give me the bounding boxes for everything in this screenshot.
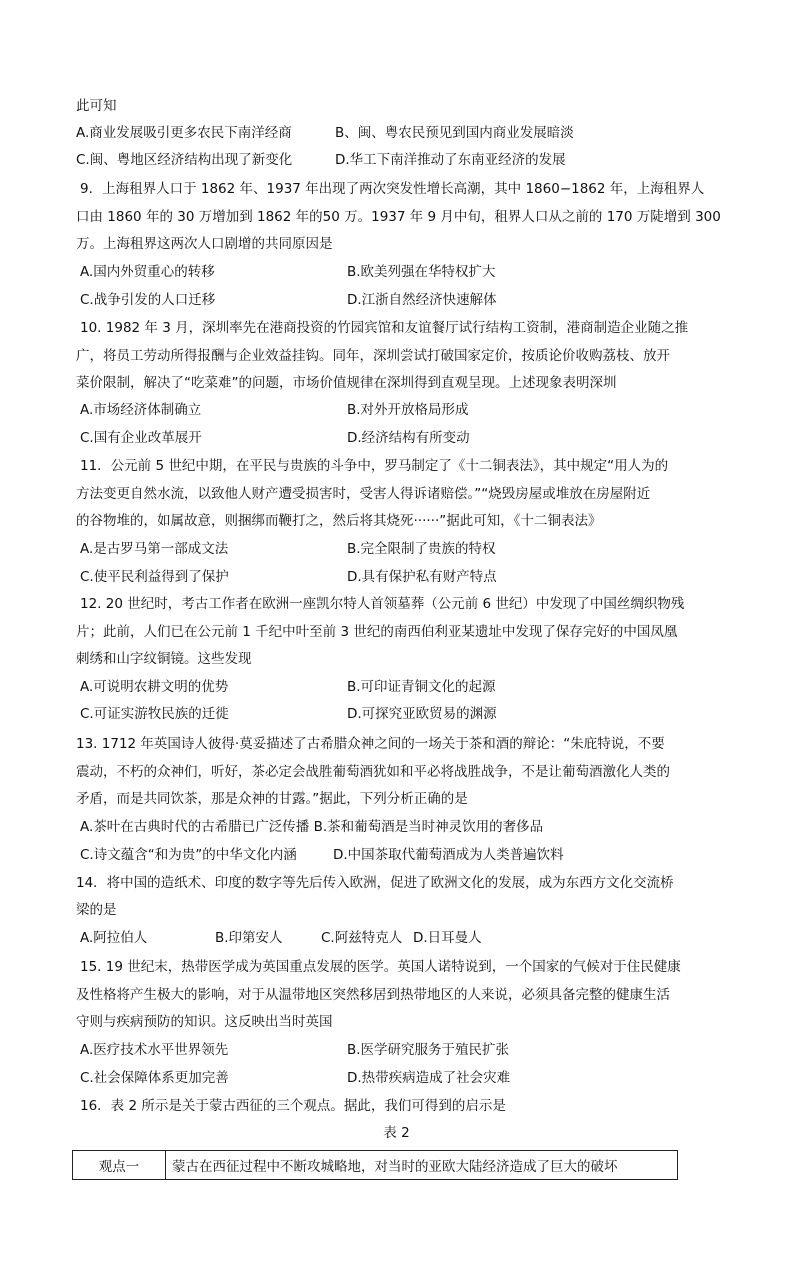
q9-stem-line-2: 口由 1860 年的 30 万增加到 1862 年的50 万。1937 年 9 月中旬，租界人口从之前的 170 万陡增到 300 xyxy=(76,209,721,225)
q12-stem-line-1: 12. 20 世纪时，考古工作者在欧洲一座凯尔特人首领墓葬（公元前 6 世纪）中发现了中国丝绸织物残 xyxy=(80,596,685,612)
q14-stem-line-2: 梁的是 xyxy=(76,902,117,918)
q11-option-c[interactable]: C.使平民利益得到了保护 xyxy=(80,569,229,585)
q12-option-d[interactable]: D.可探究亚欧贸易的渊源 xyxy=(347,706,497,722)
q8-option-a[interactable]: A.商业发展吸引更多农民下南洋经商 xyxy=(76,125,292,141)
q8-option-d[interactable]: D.华工下南洋推动了东南亚经济的发展 xyxy=(335,152,566,168)
q15-stem-line-2: 及性格将产生极大的影响，对于从温带地区突然移居到热带地区的人来说，必须具备完整的健康生活 xyxy=(76,987,670,1003)
q14-option-d[interactable]: D.日耳曼人 xyxy=(413,930,482,946)
q9-option-b[interactable]: B.欧美列强在华特权扩大 xyxy=(347,264,496,280)
q11-stem-line-1: 11．公元前 5 世纪中期，在平民与贵族的斗争中，罗马制定了《十二铜表法》，其中规定“用人为的 xyxy=(80,458,669,474)
q10-option-a[interactable]: A.市场经济体制确立 xyxy=(80,402,202,418)
q16-stem: 16．表 2 所示是关于蒙古西征的三个观点。据此，我们可得到的启示是 xyxy=(80,1098,506,1114)
q13-stem-line-1: 13. 1712 年英国诗人彼得‧莫妥描述了古希腊众神之间的一场关于茶和酒的辩论：“朱庇特说，不要 xyxy=(76,736,665,752)
q15-stem-line-1: 15. 19 世纪末，热带医学成为英国重点发展的医学。英国人诺特说到，一个国家的气候对于住民健康 xyxy=(80,959,681,975)
q8-option-b[interactable]: B、闽、粤农民预见到国内商业发展暗淡 xyxy=(335,125,574,141)
table-row-text: 蒙古在西征过程中不断攻城略地，对当时的亚欧大陆经济造成了巨大的破坏 xyxy=(166,1151,678,1180)
q9-option-c[interactable]: C.战争引发的人口迁移 xyxy=(80,292,216,308)
q8-stem-tail: 此可知 xyxy=(76,98,117,114)
q10-stem-line-2: 广，将员工劳动所得报酬与企业效益挂钩。同年，深圳尝试打破国家定价，按质论价收购荔枝、放开 xyxy=(76,348,670,364)
q14-stem-line-1: 14．将中国的造纸术、印度的数字等先后传入欧洲，促进了欧洲文化的发展，成为东西方文化交流桥 xyxy=(76,875,674,891)
table-row xyxy=(73,1151,678,1180)
q13-option-a-b[interactable]: A.茶叶在古典时代的古希腊已广泛传播 B.茶和葡萄酒是当时神灵饮用的奢侈品 xyxy=(80,819,544,835)
q11-option-d[interactable]: D.具有保护私有财产特点 xyxy=(347,569,497,585)
table-row-label: 观点一 xyxy=(73,1151,166,1180)
q15-option-c[interactable]: C.社会保障体系更加完善 xyxy=(80,1070,229,1086)
q12-option-b[interactable]: B.可印证青铜文化的起源 xyxy=(347,679,496,695)
q14-option-a[interactable]: A.阿拉伯人 xyxy=(80,930,148,946)
table-2-caption: 表 2 xyxy=(383,1125,410,1141)
q10-option-c[interactable]: C.国有企业改革展开 xyxy=(80,430,202,446)
q14-option-b[interactable]: B.印第安人 xyxy=(215,930,283,946)
q11-stem-line-2: 方法变更自然水流，以致他人财产遭受损害时，受害人得诉诸赔偿。”“烧毁房屋或堆放在房屋附近 xyxy=(76,486,651,502)
q10-stem-line-1: 10. 1982 年 3 月，深圳率先在港商投资的竹园宾馆和友谊餐厅试行结构工资制，港商制造企业随之推 xyxy=(80,320,689,336)
q13-stem-line-3: 矛盾，而是共同饮茶，那是众神的甘露。”据此，下列分析正确的是 xyxy=(76,791,468,807)
q15-option-b[interactable]: B.医学研究服务于殖民扩张 xyxy=(347,1042,510,1058)
q13-option-c[interactable]: C.诗文蕴含“和为贵”的中华文化内涵 xyxy=(80,847,297,863)
q9-option-a[interactable]: A.国内外贸重心的转移 xyxy=(80,264,215,280)
q12-option-c[interactable]: C.可证实游牧民族的迁徙 xyxy=(80,706,229,722)
q12-option-a[interactable]: A.可说明农耕文明的优势 xyxy=(80,679,229,695)
table-2 xyxy=(72,1150,678,1180)
q15-stem-line-3: 守则与疾病预防的知识。这反映出当时英国 xyxy=(76,1014,333,1030)
q13-option-d[interactable]: D.中国茶取代葡萄酒成为人类普遍饮料 xyxy=(333,847,564,863)
q14-option-c[interactable]: C.阿兹特克人 xyxy=(321,930,403,946)
q9-stem-line-1: 9．上海租界人口于 1862 年、1937 年出现了两次突发性增长高潮，其中 1860−1862 年，上海租界人 xyxy=(80,181,705,197)
q15-option-d[interactable]: D.热带疾病造成了社会灾难 xyxy=(347,1070,511,1086)
q10-option-d[interactable]: D.经济结构有所变动 xyxy=(347,430,470,446)
q8-option-c[interactable]: C.闽、粤地区经济结构出现了新变化 xyxy=(76,152,293,168)
q13-stem-line-2: 震动，不朽的众神们，听好，茶必定会战胜葡萄酒犹如和平必将战胜战争，不是让葡萄酒激化人类的 xyxy=(76,764,670,780)
q12-stem-line-3: 刺绣和山字纹铜镜。这些发现 xyxy=(76,651,252,667)
q11-option-a[interactable]: A.是古罗马第一部成文法 xyxy=(80,541,229,557)
q10-option-b[interactable]: B.对外开放格局形成 xyxy=(347,402,469,418)
q9-stem-line-3: 万。上海租界这两次人口剧增的共同原因是 xyxy=(76,236,333,252)
q12-stem-line-2: 片；此前，人们已在公元前 1 千纪中叶至前 3 世纪的南西伯利亚某遗址中发现了保存完好的中国凤凰 xyxy=(76,624,678,640)
q11-stem-line-3: 的谷物堆的，如属故意，则捆绑而鞭打之，然后将其烧死‧‧‧‧‧‧”据此可知，《十二铜表法》 xyxy=(76,513,602,529)
q15-option-a[interactable]: A.医疗技术水平世界领先 xyxy=(80,1042,229,1058)
q10-stem-line-3: 菜价限制，解决了“吃菜难”的问题，市场价值规律在深圳得到直观呈现。上述现象表明深圳 xyxy=(76,375,617,391)
q11-option-b[interactable]: B.完全限制了贵族的特权 xyxy=(347,541,496,557)
q9-option-d[interactable]: D.江浙自然经济快速解体 xyxy=(347,292,497,308)
